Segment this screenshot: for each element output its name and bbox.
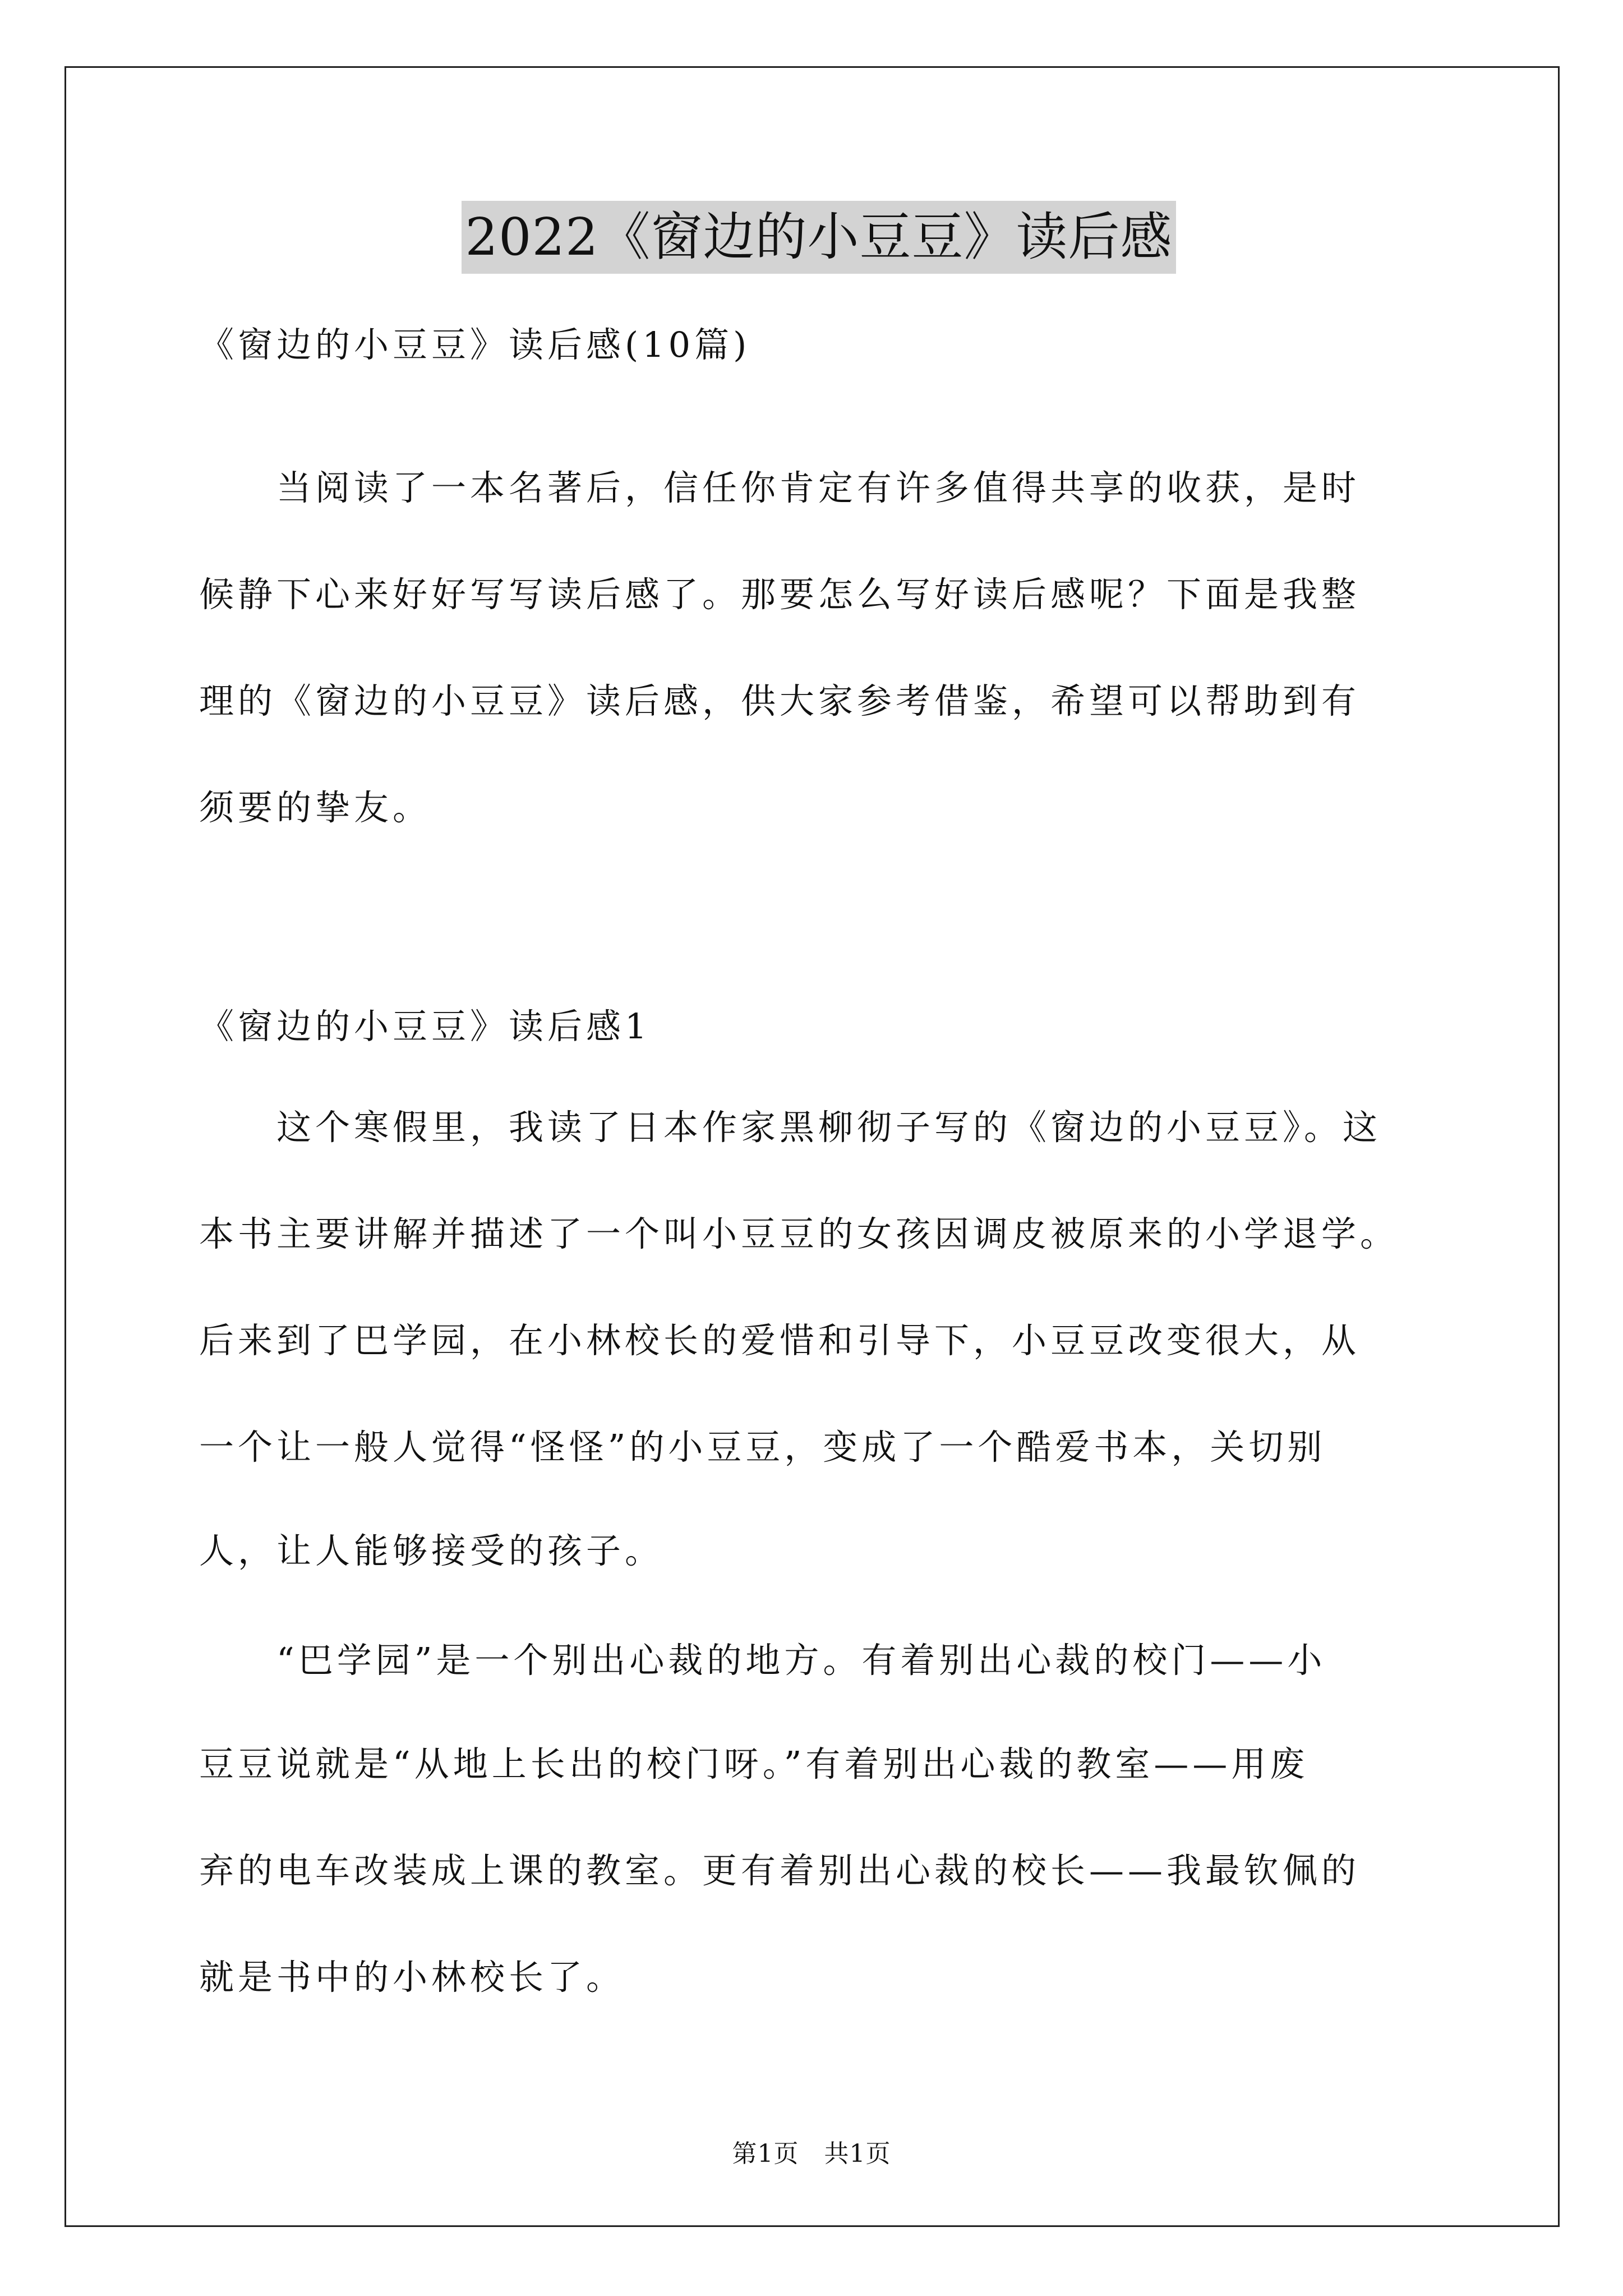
page-footer bbox=[0, 2137, 1623, 2171]
intro-line: 理的《窗边的小豆豆》读后感，供大家参考借鉴，希望可以帮助到有 bbox=[199, 680, 1361, 721]
subtitle: 《窗边的小豆豆》读后感(10篇) bbox=[199, 324, 751, 365]
intro-line: 候静下心来好好写写读后感了。那要怎么写好读后感呢？下面是我整 bbox=[199, 574, 1361, 615]
intro-line: 须要的挚友。 bbox=[199, 787, 432, 828]
paragraph-line: 一个让一般人觉得“怪怪”的小豆豆，变成了一个酷爱书本，关切别 bbox=[199, 1427, 1326, 1467]
paragraph-line: 就是书中的小林校长了。 bbox=[199, 1957, 625, 1998]
document-title: 2022《窗边的小豆豆》读后感 bbox=[462, 201, 1175, 274]
footer-spacer bbox=[799, 2139, 824, 2168]
page-number: 第1页 bbox=[732, 2139, 799, 2168]
title-container bbox=[199, 201, 1438, 274]
paragraph-line: 豆豆说就是“从地上长出的校门呀。”有着别出心裁的教室——用废 bbox=[199, 1743, 1309, 1784]
paragraph-line: 这个寒假里，我读了日本作家黑柳彻子写的《窗边的小豆豆》。这 bbox=[199, 1107, 1382, 1148]
paragraph-line: 本书主要讲解并描述了一个叫小豆豆的女孩因调皮被原来的小学退学。 bbox=[199, 1213, 1399, 1254]
paragraph-line: 后来到了巴学园，在小林校长的爱惜和引导下，小豆豆改变很大，从 bbox=[199, 1320, 1361, 1361]
paragraph-line: 人，让人能够接受的孩子。 bbox=[199, 1530, 664, 1571]
page-total: 共1页 bbox=[824, 2139, 891, 2168]
intro-line: 当阅读了一本名著后，信任你肯定有许多值得共享的收获，是时 bbox=[199, 467, 1361, 508]
paragraph-line: 弃的电车改装成上课的教室。更有着别出心裁的校长——我最钦佩的 bbox=[199, 1850, 1361, 1891]
paragraph-line: “巴学园”是一个别出心裁的地方。有着别出心裁的校门——小 bbox=[199, 1640, 1326, 1681]
section-heading: 《窗边的小豆豆》读后感1 bbox=[199, 1006, 651, 1047]
